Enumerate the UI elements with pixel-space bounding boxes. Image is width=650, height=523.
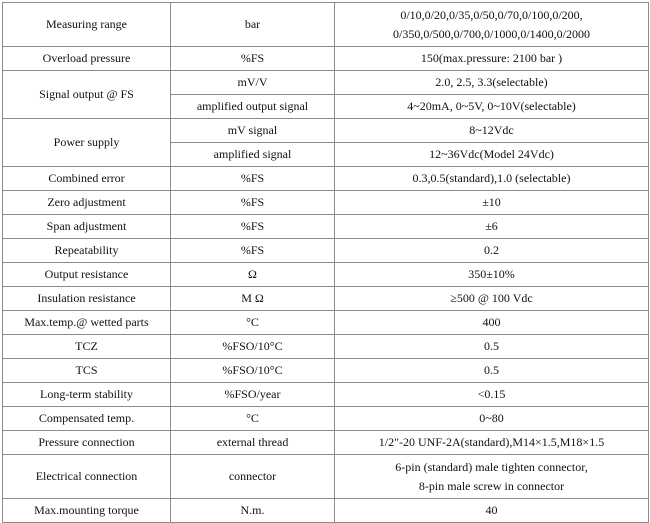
- value-line-2: 8-pin male screw in connector: [418, 478, 565, 493]
- unit-label: bar: [244, 17, 261, 31]
- param-cell: [3, 47, 171, 71]
- table-row-signal-output-mv: [3, 71, 649, 95]
- table-row-overload-pressure: [3, 47, 649, 71]
- value-cell: [335, 167, 649, 191]
- value-cell: [335, 3, 649, 47]
- param-cell: [3, 263, 171, 287]
- table-row-repeatability: [3, 239, 649, 263]
- unit-cell: [171, 119, 335, 143]
- param-cell: [3, 383, 171, 407]
- value-line-1: 0/10,0/20,0/35,0/50,0/70,0/100,0/200,: [400, 7, 583, 22]
- unit-cell: [171, 3, 335, 47]
- param-label: Pressure connection: [38, 435, 135, 449]
- unit-label: %FS: [240, 51, 265, 65]
- unit-cell: [171, 95, 335, 119]
- table-row-combined-error: [3, 167, 649, 191]
- table-row-tcz: [3, 335, 649, 359]
- table-row-insulation-resistance: [3, 287, 649, 311]
- value-cell: [335, 311, 649, 335]
- param-cell: [3, 335, 171, 359]
- unit-label: %FSO/year: [224, 387, 281, 401]
- value-label: <0.15: [477, 387, 506, 401]
- unit-cell: [171, 287, 335, 311]
- table-row-long-term-stability: [3, 383, 649, 407]
- unit-cell: [171, 335, 335, 359]
- param-label: Power supply: [53, 135, 120, 149]
- value-label: ±10: [482, 195, 501, 209]
- value-cell: [335, 119, 649, 143]
- unit-label: amplified signal: [213, 147, 292, 161]
- value-cell: [335, 143, 649, 167]
- param-label: Long-term stability: [40, 387, 133, 401]
- value-cell: [335, 263, 649, 287]
- unit-cell: [171, 431, 335, 455]
- table-row-max-temp: [3, 311, 649, 335]
- unit-cell: [171, 407, 335, 431]
- unit-label: %FS: [240, 219, 265, 233]
- table-row-tcs: [3, 359, 649, 383]
- value-cell: [335, 359, 649, 383]
- unit-label: °C: [246, 411, 259, 425]
- value-line-1: 6-pin (standard) male tighten connector,: [395, 459, 588, 474]
- value-label: 2.0, 2.5, 3.3(selectable): [435, 75, 548, 89]
- table-row-electrical-connection: [3, 455, 649, 499]
- unit-label: %FS: [240, 171, 265, 185]
- value-cell: [335, 287, 649, 311]
- unit-cell: [171, 215, 335, 239]
- param-label: Span adjustment: [46, 219, 127, 233]
- unit-cell: [171, 239, 335, 263]
- param-cell: [3, 119, 171, 167]
- table-row-compensated-temp: [3, 407, 649, 431]
- unit-cell: [171, 263, 335, 287]
- unit-label: %FSO/10°C: [222, 363, 283, 377]
- value-label: 0.3,0.5(standard),1.0 (selectable): [412, 171, 571, 185]
- value-label: 4~20mA, 0~5V, 0~10V(selectable): [407, 99, 576, 113]
- param-cell: [3, 431, 171, 455]
- param-label: Signal output @ FS: [39, 87, 134, 101]
- value-cell: [335, 71, 649, 95]
- value-cell: [335, 431, 649, 455]
- value-cell: [335, 383, 649, 407]
- value-cell: [335, 455, 649, 499]
- value-cell: [335, 215, 649, 239]
- value-label: 350±10%: [468, 267, 515, 281]
- param-label: TCZ: [75, 339, 98, 353]
- value-cell: [335, 191, 649, 215]
- param-label: Insulation resistance: [37, 291, 136, 305]
- table-row-power-supply-mv: [3, 119, 649, 143]
- unit-label: %FSO/10°C: [222, 339, 283, 353]
- unit-cell: [171, 191, 335, 215]
- value-label: 0.5: [484, 363, 499, 377]
- value-label: 0.5: [484, 339, 499, 353]
- value-cell: [335, 95, 649, 119]
- unit-cell: [171, 455, 335, 499]
- param-cell: [3, 3, 171, 47]
- unit-cell: [171, 71, 335, 95]
- param-label: Compensated temp.: [38, 411, 135, 425]
- table-row-output-resistance: [3, 263, 649, 287]
- value-label: ≥500 @ 100 Vdc: [450, 291, 533, 305]
- unit-label: mV signal: [227, 123, 278, 137]
- unit-label: M Ω: [241, 291, 264, 305]
- param-label: Measuring range: [46, 17, 127, 31]
- param-label: Overload pressure: [42, 51, 131, 65]
- param-cell: [3, 191, 171, 215]
- value-line-2: 0/350,0/500,0/700,0/1000,0/1400,0/2000: [392, 26, 590, 41]
- value-cell: [335, 47, 649, 71]
- specification-table: [2, 2, 649, 523]
- value-label: 40: [485, 503, 498, 517]
- unit-cell: [171, 383, 335, 407]
- table-row-zero-adjustment: [3, 191, 649, 215]
- unit-label: %FS: [240, 195, 265, 209]
- param-label: Electrical connection: [35, 469, 138, 483]
- value-label: 150(max.pressure: 2100 bar ): [420, 51, 563, 65]
- table-row-measuring-range: [3, 3, 649, 47]
- unit-label: connector: [228, 469, 277, 483]
- value-label: 0~80: [479, 411, 504, 425]
- unit-label: mV/V: [237, 75, 268, 89]
- unit-cell: [171, 311, 335, 335]
- param-label: Max.temp.@ wetted parts: [24, 315, 149, 329]
- value-label: 1/2"-20 UNF-2A(standard),M14×1.5,M18×1.5: [378, 435, 605, 449]
- param-cell: [3, 359, 171, 383]
- param-label: Combined error: [48, 171, 125, 185]
- unit-label: external thread: [216, 435, 289, 449]
- value-label: 400: [482, 315, 501, 329]
- param-label: Zero adjustment: [47, 195, 126, 209]
- unit-label: Ω: [248, 267, 257, 281]
- param-cell: [3, 71, 171, 119]
- unit-label: °C: [246, 315, 259, 329]
- unit-cell: [171, 47, 335, 71]
- value-label: ±6: [485, 219, 498, 233]
- param-label: Max.mounting torque: [34, 503, 139, 517]
- unit-cell: [171, 143, 335, 167]
- param-cell: [3, 287, 171, 311]
- param-cell: [3, 407, 171, 431]
- unit-label: N.m.: [240, 503, 265, 517]
- value-label: 8~12Vdc: [469, 123, 514, 137]
- unit-label: %FS: [240, 243, 265, 257]
- unit-cell: [171, 167, 335, 191]
- value-cell: [335, 407, 649, 431]
- table-row-span-adjustment: [3, 215, 649, 239]
- param-label: TCS: [75, 363, 98, 377]
- param-cell: [3, 239, 171, 263]
- param-label: Repeatability: [54, 243, 119, 257]
- value-cell: [335, 239, 649, 263]
- param-cell: [3, 215, 171, 239]
- param-cell: [3, 167, 171, 191]
- param-label: Output resistance: [44, 267, 129, 281]
- value-label: 12~36Vdc(Model 24Vdc): [429, 147, 554, 161]
- table-row-pressure-connection: [3, 431, 649, 455]
- param-cell: [3, 455, 171, 499]
- unit-cell: [171, 359, 335, 383]
- value-cell: [335, 335, 649, 359]
- value-label: 0.2: [484, 243, 499, 257]
- param-cell: [3, 311, 171, 335]
- unit-label: amplified output signal: [196, 99, 309, 113]
